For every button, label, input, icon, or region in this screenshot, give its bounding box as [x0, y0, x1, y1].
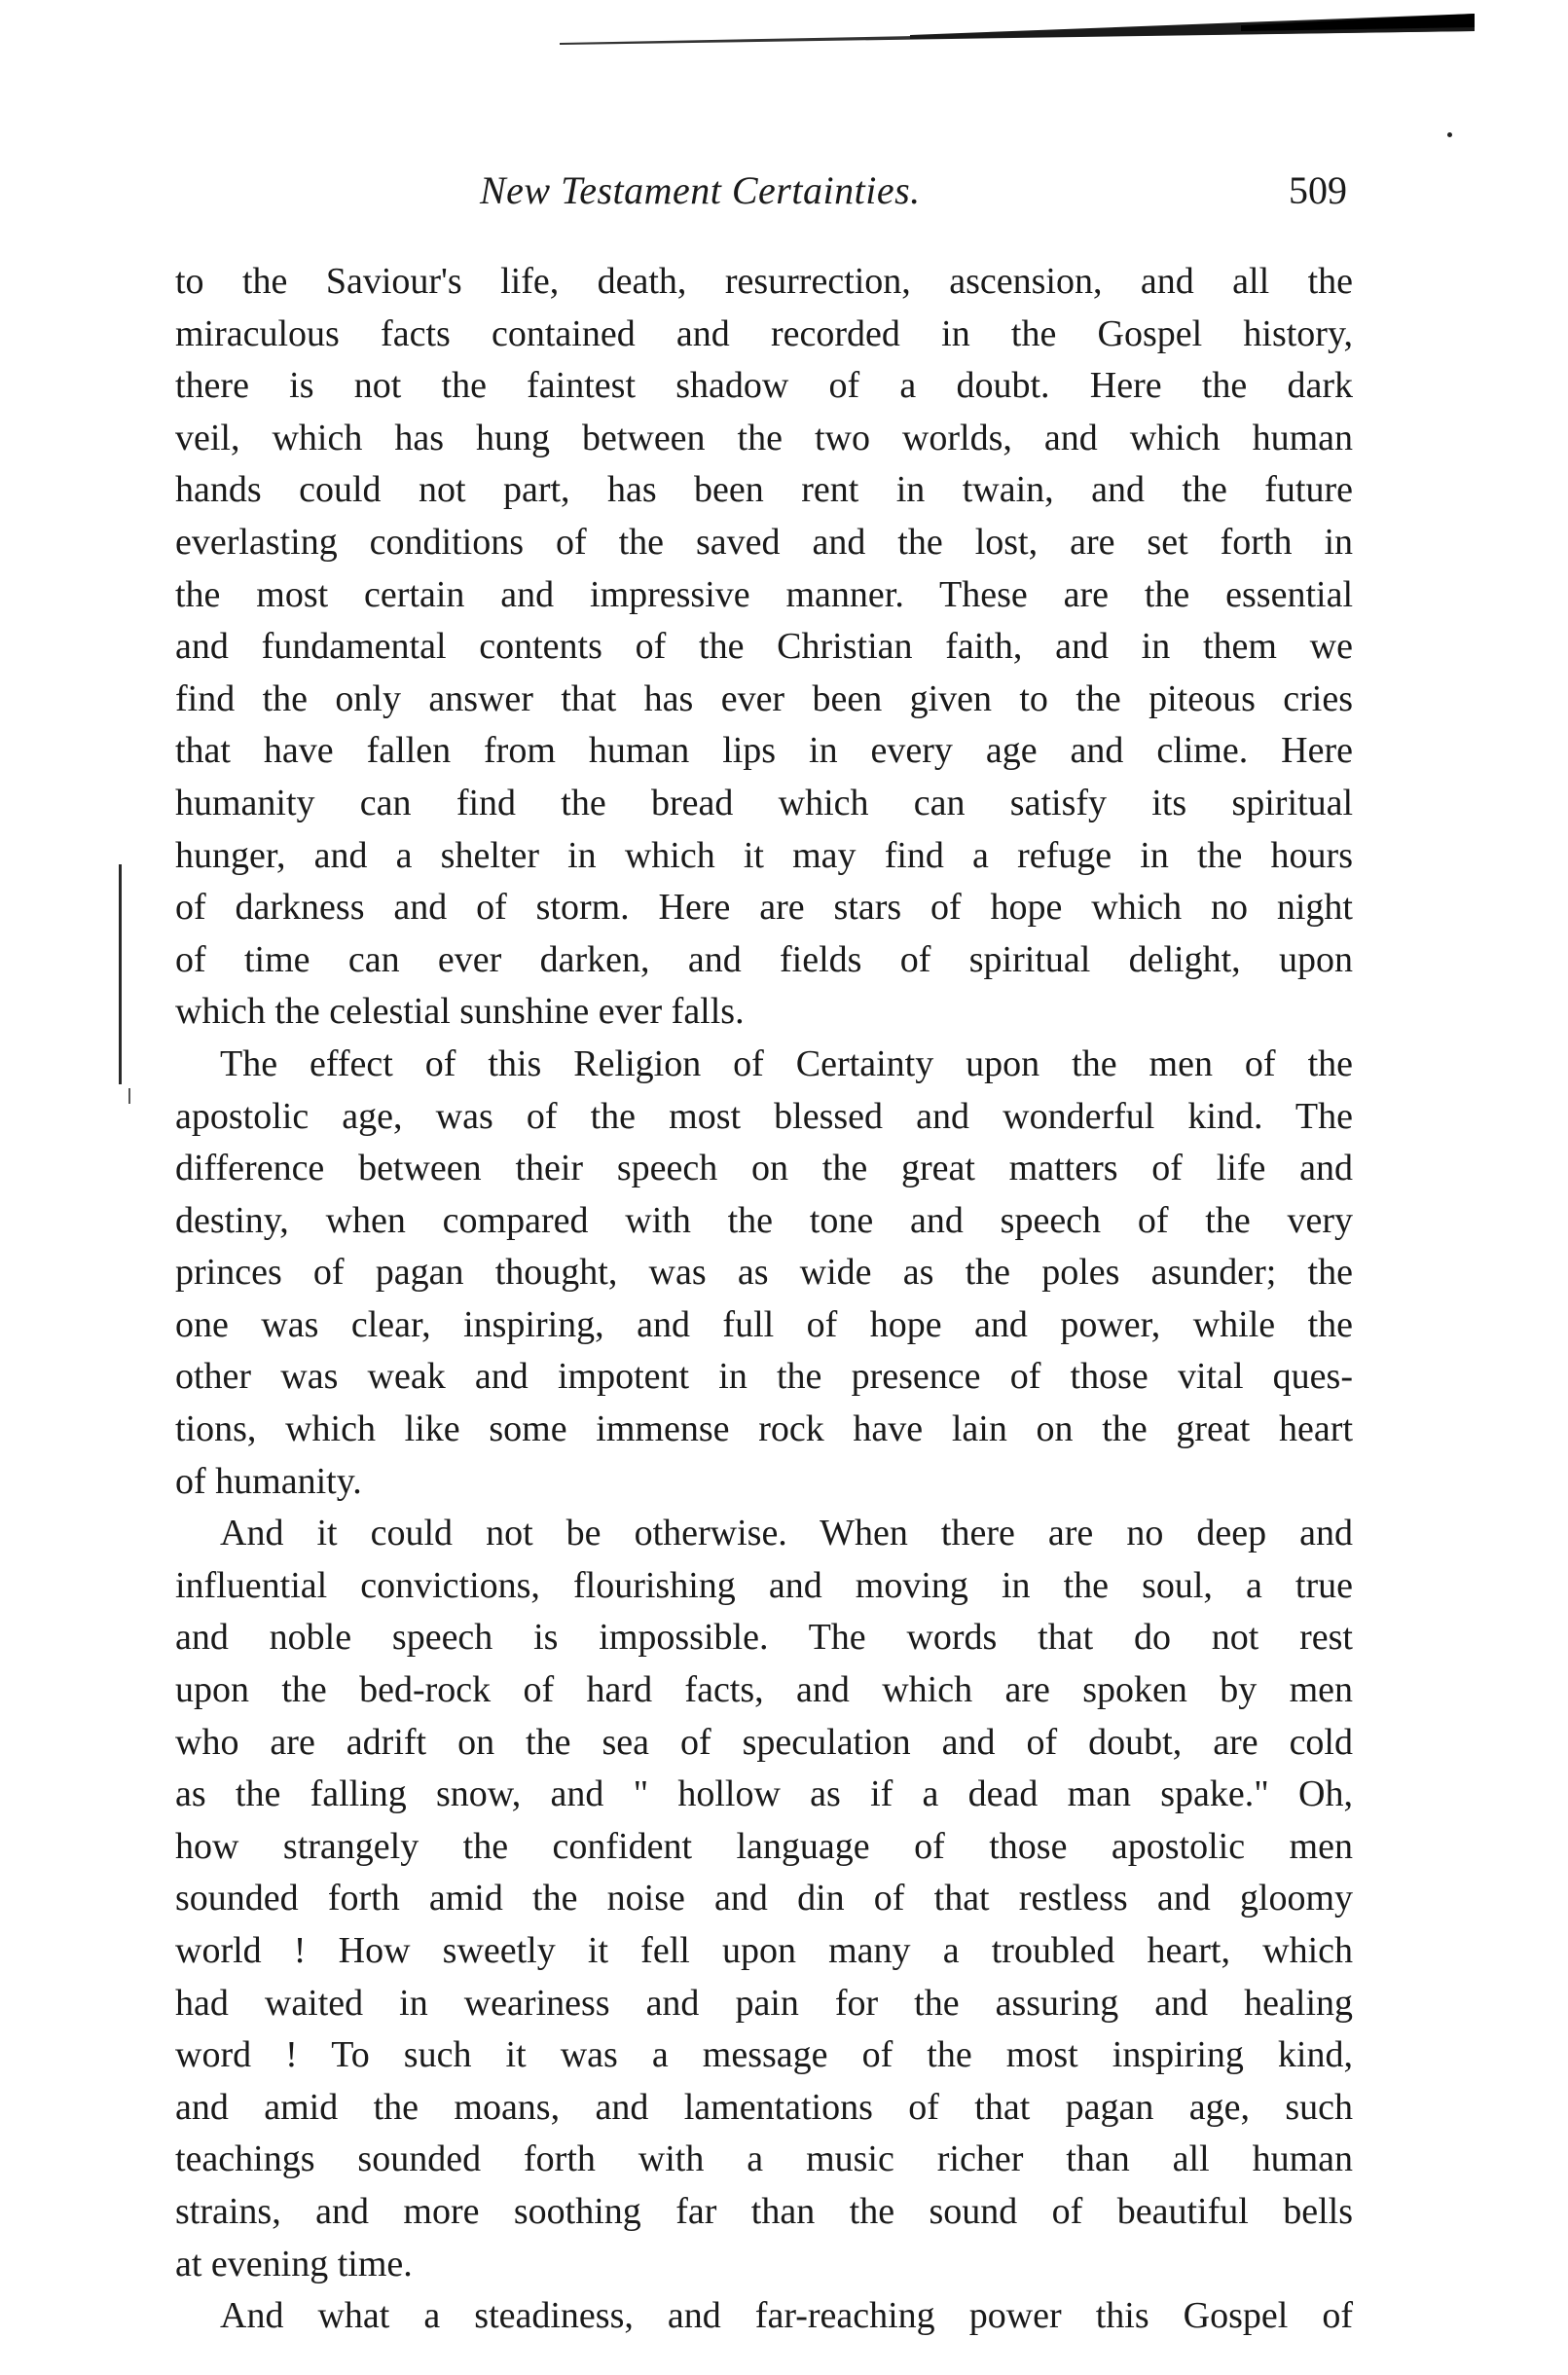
- text-line: word ! To such it was a message of the most inspiring kind,: [175, 2034, 1353, 2076]
- text-line: at evening time.: [175, 2243, 413, 2284]
- top-edge-rule: [560, 14, 1475, 49]
- page-header: [175, 167, 1382, 226]
- text-line: princes of pagan thought, was as wide as the poles asunder; the: [175, 1252, 1353, 1294]
- margin-line-mark-small: [128, 1088, 130, 1104]
- text-line: The effect of this Religion of Certainty upon the men of the: [220, 1042, 1353, 1084]
- text-line: hands could not part, has been rent in twain, and the future: [175, 469, 1353, 511]
- text-line: how strangely the confident language of those apostolic men: [175, 1825, 1353, 1867]
- text-line: destiny, when compared with the tone and speech of the very: [175, 1199, 1353, 1241]
- text-line: upon the bed-rock of hard facts, and which are spoken by men: [175, 1669, 1353, 1711]
- text-line: which the celestial sunshine ever falls.: [175, 991, 745, 1033]
- text-line: influential convictions, flourishing and moving in the soul, a true: [175, 1564, 1353, 1606]
- text-line: as the falling snow, and " hollow as if a dead man spake." Oh,: [175, 1773, 1353, 1815]
- text-line: of humanity.: [175, 1460, 362, 1502]
- text-line: hunger, and a shelter in which it may find a refuge in the hours: [175, 834, 1353, 876]
- text-line: everlasting conditions of the saved and the lost, are set forth in: [175, 521, 1353, 563]
- text-line: to the Saviour's life, death, resurrection, ascension, and all the: [175, 261, 1353, 302]
- text-line: one was clear, inspiring, and full of hope and power, while the: [175, 1303, 1353, 1345]
- text-line: humanity can find the bread which can satisfy its spiritual: [175, 782, 1353, 823]
- text-line: that have fallen from human lips in every age and clime. Here: [175, 730, 1353, 772]
- text-line: other was weak and impotent in the presence of those vital ques-: [175, 1356, 1353, 1398]
- text-line: miraculous facts contained and recorded in the Gospel history,: [175, 312, 1353, 354]
- body-text: [175, 256, 1353, 2343]
- text-line: apostolic age, was of the most blessed and wonderful kind. The: [175, 1095, 1353, 1137]
- text-line: tions, which like some immense rock have lain on the great heart: [175, 1408, 1353, 1450]
- text-line: who are adrift on the sea of speculation and of doubt, are cold: [175, 1721, 1353, 1763]
- text-line: and amid the moans, and lamentations of that pagan age, such: [175, 2086, 1353, 2128]
- page-number: 509: [1289, 168, 1347, 212]
- text-line: veil, which has hung between the two worlds, and which human: [175, 417, 1353, 458]
- text-line: had waited in weariness and pain for the assuring and healing: [175, 1982, 1353, 2024]
- text-line: teachings sounded forth with a music richer than all human: [175, 2138, 1353, 2180]
- text-line: of time can ever darken, and fields of spiritual delight, upon: [175, 938, 1353, 980]
- text-line: strains, and more soothing far than the sound of beautiful bells: [175, 2190, 1353, 2232]
- margin-dot-mark: [1447, 132, 1452, 137]
- text-line: of darkness and of storm. Here are stars of hope which no night: [175, 887, 1353, 929]
- text-line: And what a steadiness, and far-reaching power this Gospel of: [220, 2295, 1353, 2337]
- text-line: the most certain and impressive manner. These are the essential: [175, 573, 1353, 615]
- text-line: find the only answer that has ever been given to the piteous cries: [175, 677, 1353, 719]
- text-line: sounded forth amid the noise and din of that restless and gloomy: [175, 1878, 1353, 1919]
- running-title: New Testament Certainties.: [480, 168, 921, 212]
- text-line: there is not the faintest shadow of a doubt. Here the dark: [175, 365, 1353, 407]
- text-line: difference between their speech on the great matters of life and: [175, 1148, 1353, 1189]
- text-line: and fundamental contents of the Christian faith, and in them we: [175, 626, 1353, 668]
- text-line: And it could not be otherwise. When there are no deep and: [220, 1513, 1353, 1554]
- text-line: and noble speech is impossible. The words that do not rest: [175, 1617, 1353, 1659]
- text-line: world ! How sweetly it fell upon many a troubled heart, which: [175, 1930, 1353, 1971]
- margin-line-mark: [119, 864, 122, 1084]
